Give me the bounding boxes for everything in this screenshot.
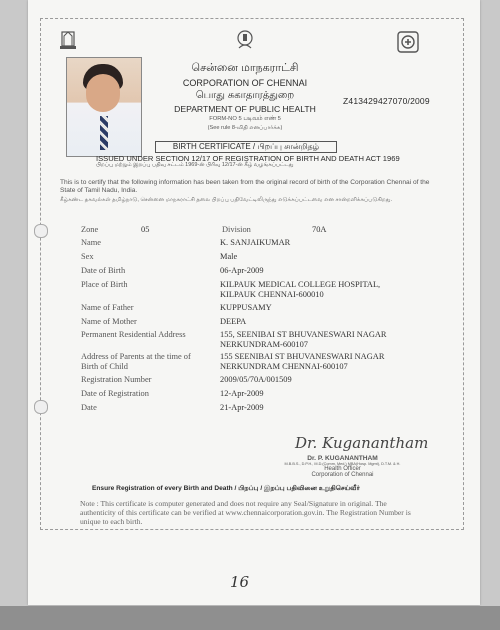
zone-value: 05	[141, 225, 150, 234]
signatory-org: Corporation of Chennai	[311, 472, 374, 478]
perm-address-line1: 155, SEENIBAI ST BHUVANESWARI NAGAR	[220, 330, 387, 339]
health-logo-icon	[396, 30, 420, 54]
regno-label: Registration Number	[81, 375, 152, 384]
scan-edge	[0, 606, 500, 630]
dob-value: 06-Apr-2009	[220, 266, 264, 275]
ensure-registration: Ensure Registration of every Birth and Death / பிறப்பு / இறப்பு பதிவினை உறுதிசெய்வீர்	[92, 485, 360, 492]
header-tamil-department: பொது சுகாதாரத்துறை	[195, 90, 295, 101]
form-rule: (See rule 8-விதி எனப்பார்க்க)	[207, 125, 283, 131]
signatory-qualifications: M.B.B.S., D.P.H., M.D.(Comm. Med.) MBA(Hosp. Mgmt), D.T.M. & H.	[284, 462, 401, 466]
sex-label: Sex	[81, 252, 94, 261]
perm-address-line2: NERKUNDRAM-600107	[220, 340, 308, 349]
dob-label: Date of Birth	[81, 266, 126, 275]
signature-block	[275, 455, 410, 478]
registration-code: Z413429427070/2009	[343, 96, 430, 106]
parents-address-line2: NERKUNDRAM CHENNAI-600107	[220, 362, 348, 371]
division-value: 70A	[312, 225, 327, 234]
child-photo	[66, 57, 142, 157]
intro-english: This is to certify that the following information has been taken from the original record of birth of the Corporation Chennai of the State of Tamil Nadu, India.	[60, 179, 430, 194]
father-value: KUPPUSAMY	[220, 303, 272, 312]
date-label: Date	[81, 403, 97, 412]
regdate-label: Date of Registration	[81, 389, 149, 398]
issued-under: ISSUED UNDER SECTION 12/17 OF REGISTRATION OF BIRTH AND DEATH ACT 1969	[96, 154, 400, 163]
parents-address-label-line1: Address of Parents at the time of	[81, 352, 191, 361]
mother-value: DEEPA	[220, 317, 247, 326]
perm-address-label: Permanent Residential Address	[81, 330, 186, 339]
header-department: DEPARTMENT OF PUBLIC HEALTH	[174, 104, 316, 114]
name-label: Name	[81, 238, 101, 247]
tamil-nadu-emblem-icon	[56, 28, 80, 52]
regno-value: 2009/05/70A/001509	[220, 375, 292, 384]
punch-hole	[34, 400, 48, 414]
computer-generated-note: Note : This certificate is computer generated and does not require any Seal/Signature in original. The authenticity of this certificate can be verified at www.chennaicorporation.gov.in. The Registration Number is unique to each birth.	[80, 499, 411, 526]
chennai-corporation-seal-icon	[233, 28, 257, 52]
signatory-name: Dr. P. KUGANANTHAM	[307, 455, 378, 462]
handwritten-page-number: 16	[230, 573, 250, 591]
sex-value: Male	[220, 252, 238, 261]
signature-scribble: Dr. Kuganantham	[295, 434, 429, 452]
father-label: Name of Father	[81, 303, 134, 312]
punch-hole	[34, 224, 48, 238]
parents-address-label-line2: Birth of Child	[81, 362, 128, 371]
signatory-title: Health Officer	[324, 466, 361, 472]
header-corporation: CORPORATION OF CHENNAI	[182, 78, 308, 88]
form-number: FORM-NO 5 படிவம் எண் 5	[209, 116, 281, 122]
parents-address-line1: 155 SEENIBAI ST BHUVANESWARI NAGAR	[220, 352, 385, 361]
pob-value-line2: KILPAUK CHENNAI-600010	[220, 290, 324, 299]
intro-tamil: கீழ்கண்ட தகவல்கள் தமிழ்நாடு, சென்னை மாநகராட்சி தலை பிறப்பு பதிவேட்டிலிருந்து எடுக்கப்பட்டவை என சான்றளிக்கப்படுகிறது.	[60, 197, 393, 203]
pob-value-line1: KILPAUK MEDICAL COLLEGE HOSPITAL,	[220, 280, 381, 289]
zone-label: Zone	[81, 225, 99, 234]
issued-under-tamil: பிறப்பு மற்றும் இறப்பு பதிவு சட்டம் 1969-ன் பிரிவு 12/17-ன் கீழ் வழங்கப்பட்டது	[96, 162, 294, 168]
name-value: K. SANJAIKUMAR	[220, 238, 291, 247]
header-tamil-corporation: சென்னை மாநகராட்சி	[191, 62, 299, 74]
pob-label: Place of Birth	[81, 280, 128, 289]
division-label: Division	[222, 225, 251, 234]
certificate-title: BIRTH CERTIFICATE / பிறப்பு சான்றிதழ்	[155, 141, 337, 153]
date-value: 21-Apr-2009	[220, 403, 264, 412]
mother-label: Name of Mother	[81, 317, 137, 326]
regdate-value: 12-Apr-2009	[220, 389, 264, 398]
